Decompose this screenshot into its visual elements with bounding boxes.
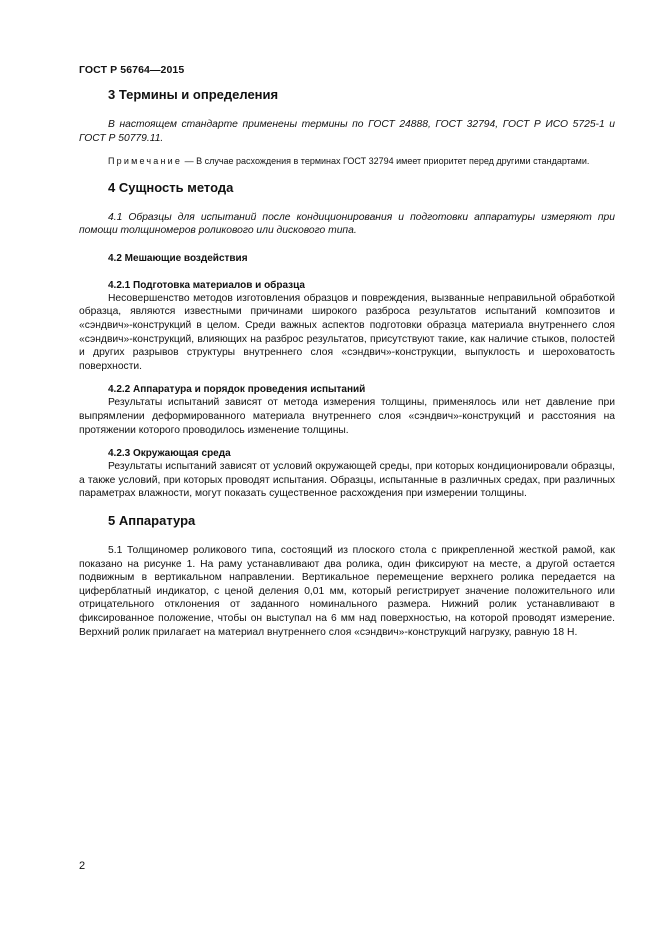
document-body <box>79 86 615 639</box>
note-text: — В случае расхождения в терминах ГОСТ 32794 имеет приоритет перед другими стандартами. <box>182 156 590 167</box>
section-4-2-1-title: 4.2.1 Подготовка материалов и образца <box>108 279 305 291</box>
document-header: ГОСТ Р 56764—2015 <box>79 64 185 76</box>
section-5-title: 5 Аппаратура <box>108 513 196 528</box>
section-4-2-title: 4.2 Мешающие воздействия <box>108 252 248 264</box>
section-4-1-paragraph: 4.1 Образцы для испытаний после кондиционирования и подготовки аппаратуры измеряют при помощи толщиномеров роликового или дискового типа. <box>79 211 615 237</box>
section-4-2-2-paragraph: Результаты испытаний зависят от метода измерения толщины, применялось или нет давление при выпрямлении деформированного материала внутреннего слоя «сэндвич»-конструкций и расстояния на протяжении которого проводилось изменение толщины. <box>79 397 615 436</box>
section-3-note <box>79 155 615 168</box>
section-5-1-paragraph: 5.1 Толщиномер роликового типа, состоящий из плоского стола с прикрепленной жесткой рамой, как показано на рисунке 1. На раму устанавливают два ролика, один фиксируют на месте, а другой остается подвижным в вертикальном направлении. Вертикальное перемещение верхнего ролика передается на циферблатный индикатор, с ценой деления 0,01 мм, который регистрирует значение положительного или отрицательного отклонения от заданного номинального размера. Нижний ролик устанавливают в фиксированное положение, чтобы он выступал на 6 мм над поверхностью, на которой проводят измерение. Верхний ролик прилагает на материал внутреннего слоя «сэндвич»-конструкций нагрузку, равную 18 Н. <box>79 545 615 638</box>
section-3-title: 3 Термины и определения <box>108 87 279 102</box>
section-4-2-3-paragraph: Результаты испытаний зависят от условий окружающей среды, при которых кондиционировали образцы, а также условий, при которых проводят испытания. Образцы, испытанные в различных средах, при различных параметрах влажности, могут показать существенное расхождения при измерении толщины. <box>79 461 615 500</box>
note-label: Примечание <box>108 156 183 167</box>
section-4-2-2-title: 4.2.2 Аппаратура и порядок проведения испытаний <box>108 384 366 396</box>
section-4-2-1-paragraph: Несовершенство методов изготовления образцов и повреждения, вызванные неправильной обработкой образца, являются известными причинами широкого разброса результатов испытаний композитов и «сэндвич»-конструкций в целом. Среди важных аспектов подготовки образца материала внутреннего слоя «сэндвич»-конструкций, влияющих на разброс результатов, присутствуют такие, как наличие стыков, полостей и других разрывов структуры внутреннего слоя «сэндвич»-конструкции, выпуклость и шероховатость поверхности. <box>79 292 615 372</box>
section-3-paragraph: В настоящем стандарте применены термины по ГОСТ 24888, ГОСТ 32794, ГОСТ Р ИСО 5725-1 и ГОСТ Р 50779.11. <box>79 119 615 144</box>
section-4-title: 4 Сущность метода <box>108 179 234 195</box>
section-4-2-3-title: 4.2.3 Окружающая среда <box>108 448 231 460</box>
page-number: 2 <box>79 860 86 872</box>
